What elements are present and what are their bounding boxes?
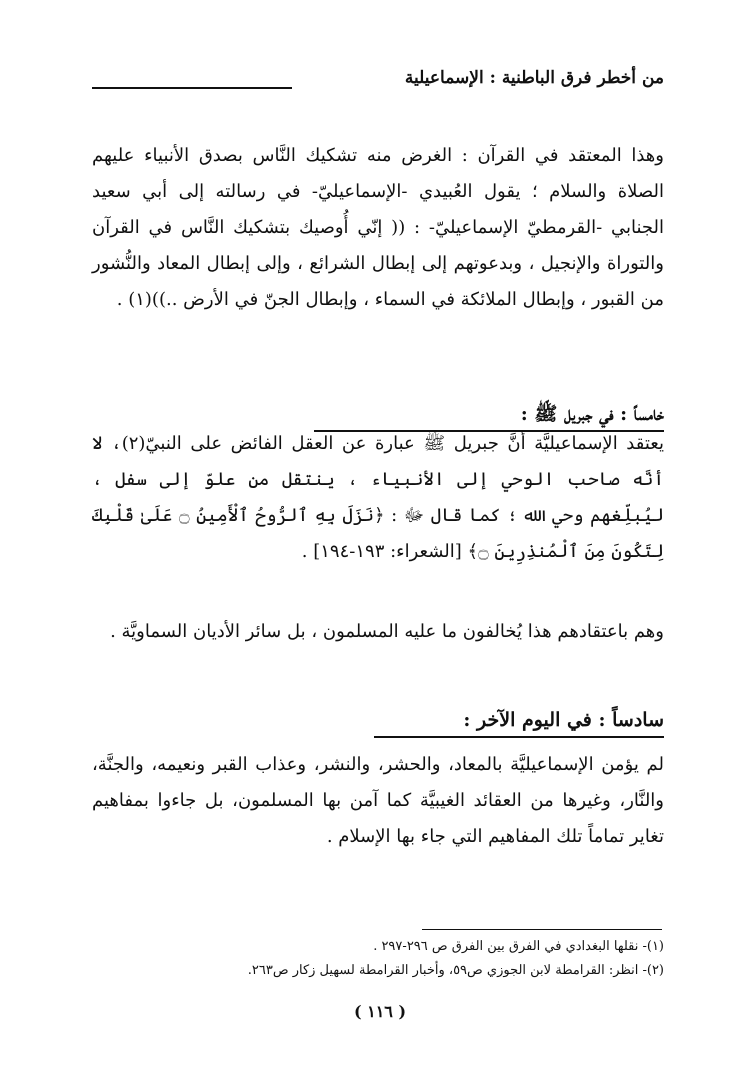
footnote-1: (١)- نقلها البغدادي في الفرق بين الفرق ص ٢٩٦-٢٩٧ .: [373, 939, 664, 954]
section-heading-sixth: [292, 704, 664, 740]
section-heading-underline: [374, 736, 664, 738]
page-number: ( ١١٦ ): [353, 1002, 407, 1021]
paragraph-last-day: لم يؤمن الإسماعيليَّة بالمعاد، والحشر، والنشر، وعذاب القبر ونعيمه، والجنَّة، والنَّار، وغيرها من العقائد الغيبيَّة كما آمن بها المسلمون، بل جاءوا بمفاهيم تغاير تماماً تلك المفاهيم التي جاء بها الإسلام .: [92, 754, 664, 847]
section-heading-sixth-text: سادساً : في اليوم الآخر :: [463, 709, 664, 731]
section-heading-fifth-text: خامساً : في جبريل ﷺ :: [520, 403, 664, 425]
footnote-separator: [422, 929, 662, 930]
footnote-2: (٢)- انظر: القرامطة لابن الجوزي ص٥٩، وأخبار القرامطة لسهيل زكار ص٢٦٣.: [247, 963, 664, 978]
header-title: من أخطر فرق الباطنية : الإسماعيلية: [404, 68, 664, 88]
paragraph-contradiction: وهم باعتقادهم هذا يُخالفون ما عليه المسلمون ، بل سائر الأديان السماويَّة .: [110, 621, 664, 642]
running-header: [92, 66, 664, 94]
paragraph-quran-belief: وهذا المعتقد في القرآن : الغرض منه تشكيك النَّاس بصدق الأنبياء عليهم الصلاة والسلام ؛ يقول العُبيدي -الإسماعيليّ- في رسالته إلى أبي سعيد الجنابي -القرمطيّ الإسماعيليّ- : (( إنّي أُوصيك بتشكيك النَّاس في القرآن والتوراة والإنجيل ، وبدعوتهم إلى إبطال الشرائع ، وإلى إبطال المعاد والنُّشور من القبور ، وإبطال الملائكة في السماء ، وإبطال الجنّ في الأرض ..))(١) .: [92, 145, 664, 310]
paragraph-jibril-belief: يعتقد الإسماعيليَّة أنَّ جبريل ﷺ عبارة عن العقل الفائض على النبيّ(٢)، لا أنَّه صاحب الوحي إلى الأنبياء ، ينتقل من علوّ إلى سفل ، ليُبلِّغهم وحي الله ؛ كما قال ﷻ : ﴿نَزَلَ بِهِ ٱلرُّوحُ ٱلْأَمِينُ ۝ عَلَىٰ قَلْبِكَ لِتَكُونَ مِنَ ٱلْمُنذِرِينَ ۝﴾ [الشعراء: ١٩٣-١٩٤] .: [92, 433, 664, 562]
header-rule: [92, 87, 292, 89]
footnotes: [92, 935, 664, 983]
